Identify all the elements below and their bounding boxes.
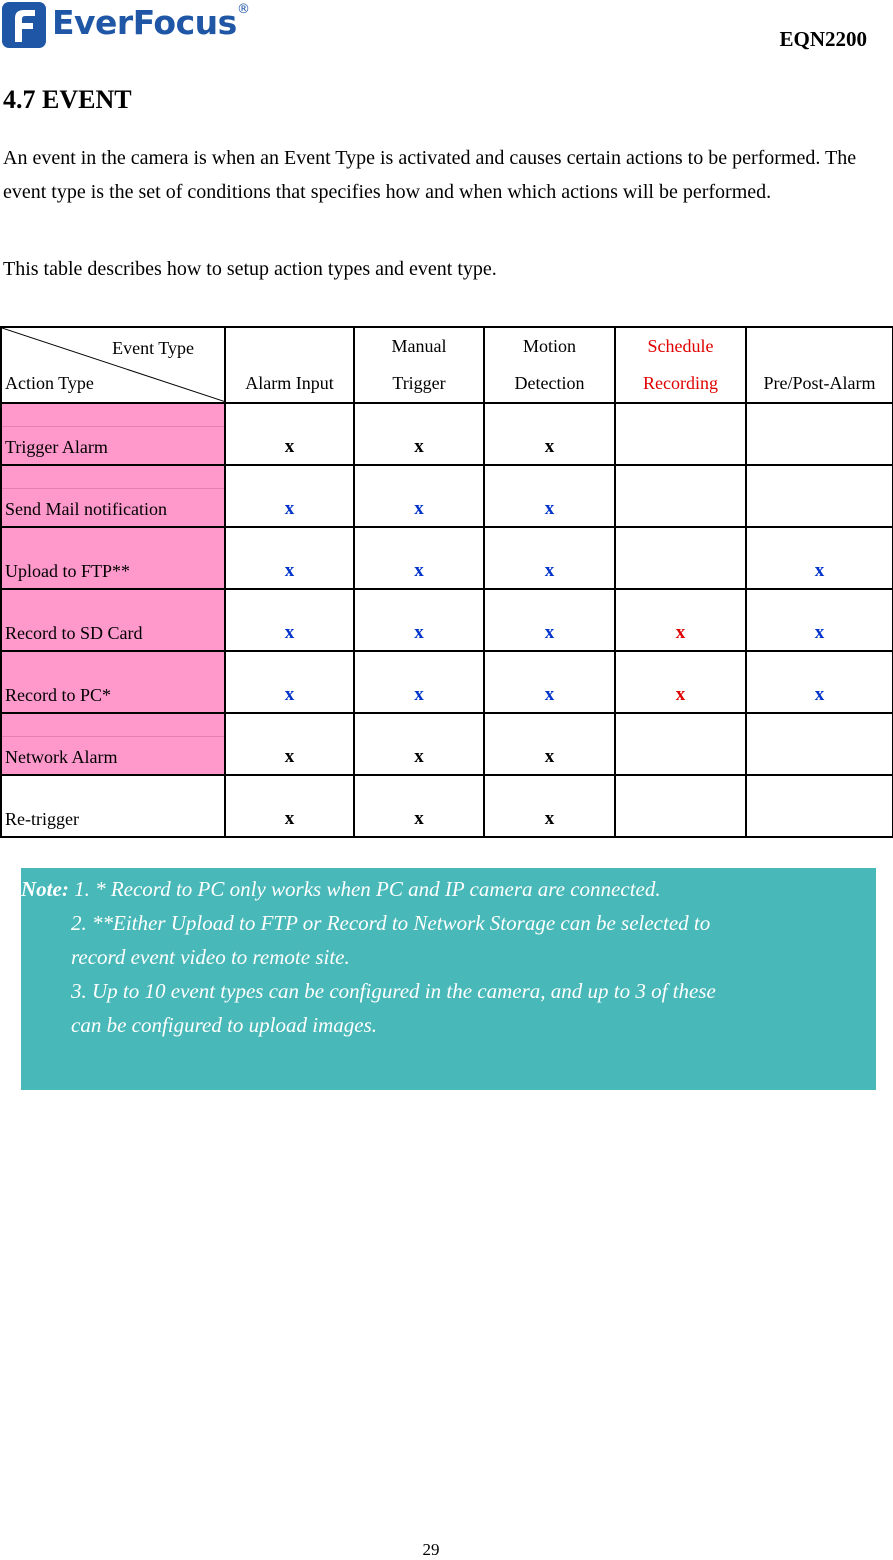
table-cell: x	[746, 651, 893, 713]
table-cell: x	[746, 527, 893, 589]
everfocus-logo-icon	[2, 2, 46, 48]
table-cell	[746, 775, 893, 837]
table-cell: x	[484, 589, 615, 651]
table-cell	[746, 465, 893, 527]
column-header-pre-post-alarm: Pre/Post-Alarm	[746, 327, 893, 403]
table-cell	[615, 775, 746, 837]
table-cell: x	[354, 651, 484, 713]
section-title: 4.7 EVENT	[3, 85, 132, 114]
table-cell: x	[484, 465, 615, 527]
registered-mark: ®	[237, 2, 250, 17]
row-label: Network Alarm	[1, 713, 225, 775]
table-row	[1, 775, 893, 837]
table-row	[1, 651, 893, 713]
model-number: EQN2200	[779, 27, 867, 51]
column-header-motion-detection: Motion Detection	[484, 327, 615, 403]
row-label: Re-trigger	[1, 775, 225, 837]
note-box	[21, 868, 876, 1090]
row-label: Record to PC*	[1, 651, 225, 713]
table-row	[1, 465, 893, 527]
table-cell	[615, 465, 746, 527]
note-line-5: can be configured to upload images.	[71, 1013, 378, 1037]
table-row	[1, 713, 893, 775]
note-line-3: record event video to remote site.	[71, 945, 350, 969]
note-line-4: 3. Up to 10 event types can be configured in the camera, and up to 3 of these	[71, 979, 716, 1003]
everfocus-logo	[2, 2, 252, 50]
table-description: This table describes how to setup action types and event type.	[3, 258, 497, 280]
row-label: Upload to FTP**	[1, 527, 225, 589]
row-label: Trigger Alarm	[1, 403, 225, 465]
table-cell: x	[484, 775, 615, 837]
table-cell	[746, 403, 893, 465]
table-cell: x	[354, 403, 484, 465]
table-cell: x	[484, 527, 615, 589]
table-row	[1, 589, 893, 651]
logo-wordmark: EverFocus	[52, 3, 237, 42]
corner-action-type: Action Type	[5, 373, 94, 393]
table-cell: x	[225, 713, 354, 775]
page-number: 29	[422, 1540, 440, 1559]
corner-header	[1, 327, 225, 403]
table-cell: x	[225, 775, 354, 837]
corner-event-type: Event Type	[112, 338, 194, 358]
table-row	[1, 403, 893, 465]
table-row	[1, 527, 893, 589]
table-cell: x	[225, 465, 354, 527]
table-cell: x	[746, 589, 893, 651]
table-cell: x	[615, 651, 746, 713]
column-header-manual-trigger: Manual Trigger	[354, 327, 484, 403]
column-header-alarm-input: Alarm Input	[225, 327, 354, 403]
table-cell: x	[484, 713, 615, 775]
table-cell: x	[225, 651, 354, 713]
event-action-table	[0, 326, 893, 838]
table-header-row	[1, 327, 893, 403]
note-label: Note:	[21, 877, 69, 901]
table-cell: x	[354, 775, 484, 837]
table-cell	[746, 713, 893, 775]
table-cell: x	[225, 589, 354, 651]
note-line-1: Note: 1. * Record to PC only works when PC and IP camera are connected.	[21, 877, 661, 901]
table-cell: x	[354, 589, 484, 651]
table-cell	[615, 527, 746, 589]
table-cell: x	[615, 589, 746, 651]
table-cell	[615, 403, 746, 465]
table-cell: x	[225, 527, 354, 589]
table-cell: x	[225, 403, 354, 465]
row-label: Record to SD Card	[1, 589, 225, 651]
table-cell: x	[354, 527, 484, 589]
table-cell: x	[484, 651, 615, 713]
intro-paragraph: An event in the camera is when an Event Type is activated and causes certain actions to be performed. The event type is the set of conditions that specifies how and when which actions will be performed.	[3, 147, 857, 203]
table-cell: x	[484, 403, 615, 465]
column-header-schedule-recording: Schedule Recording	[615, 327, 746, 403]
table-cell: x	[354, 713, 484, 775]
table-cell: x	[354, 465, 484, 527]
note-line-2: 2. **Either Upload to FTP or Record to Network Storage can be selected to	[71, 911, 711, 935]
row-label: Send Mail notification	[1, 465, 225, 527]
table-cell	[615, 713, 746, 775]
